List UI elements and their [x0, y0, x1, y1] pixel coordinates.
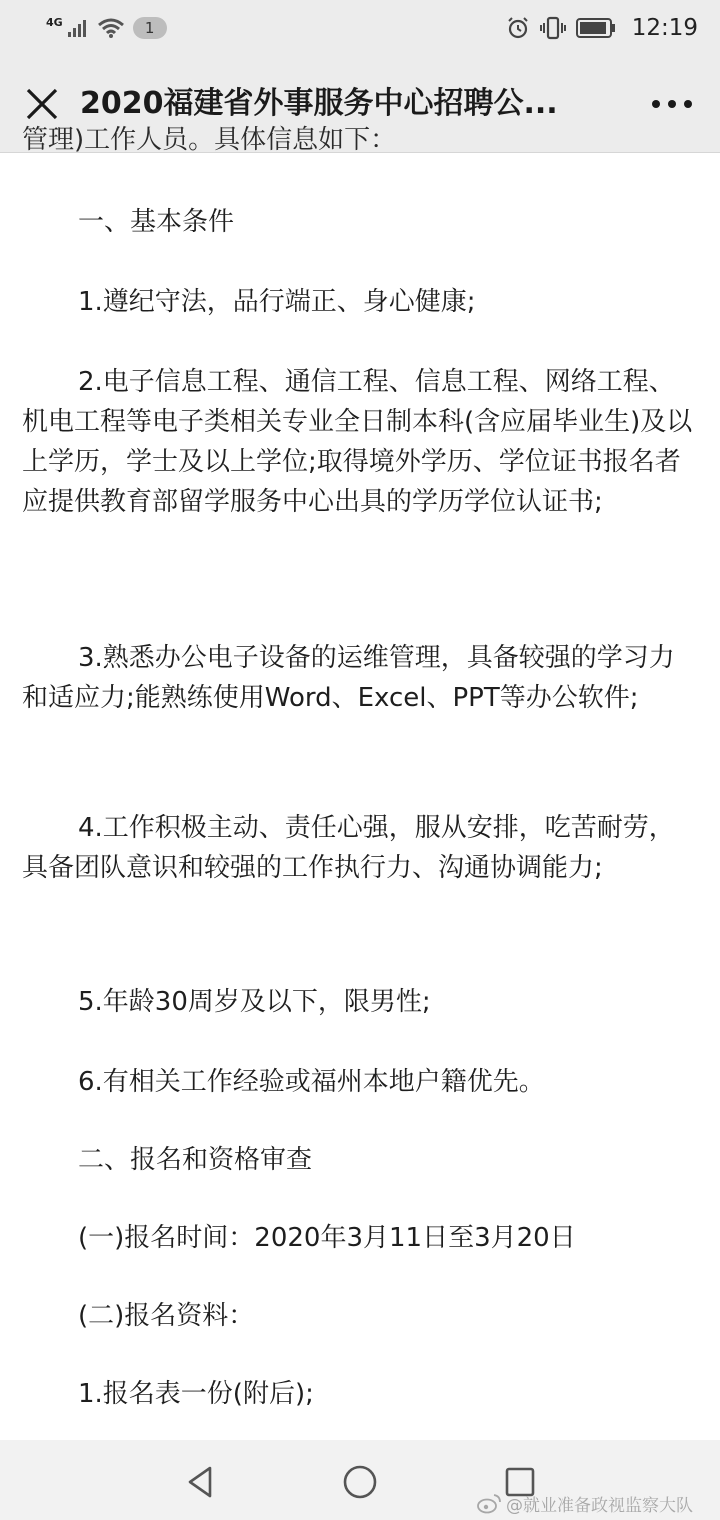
alarm-icon [506, 16, 530, 40]
section-heading-basic-requirements: 一、基本条件 [78, 207, 235, 237]
status-bar [0, 0, 720, 56]
home-circle-icon [340, 1462, 380, 1502]
network-type-label: 4G [46, 15, 63, 29]
registration-material-item-1: 1.报名表一份(附后); [78, 1379, 314, 1409]
vibrate-icon [540, 16, 566, 40]
article-content[interactable] [22, 125, 698, 1440]
watermark-text: @就业准备政视监察大队 [506, 1495, 693, 1516]
requirement-item-1: 1.遵纪守法，品行端正、身心健康; [78, 287, 476, 317]
article-partial-line: 管理)工作人员。具体信息如下： [22, 125, 397, 155]
back-triangle-icon [180, 1462, 220, 1502]
weibo-watermark [476, 1488, 693, 1518]
battery-icon [576, 17, 616, 39]
nav-home-button[interactable] [340, 1462, 380, 1502]
requirement-item-6: 6.有相关工作经验或福州本地户籍优先。 [78, 1067, 545, 1097]
wifi-icon [97, 17, 125, 39]
more-dots-icon [650, 90, 694, 118]
cellular-signal-icon [67, 18, 89, 38]
nav-back-button[interactable] [180, 1462, 220, 1502]
more-options-button[interactable] [650, 90, 694, 118]
weibo-logo-icon [476, 1492, 502, 1514]
status-left [46, 14, 167, 42]
page-title: 2020福建省外事服务中心招聘公... [80, 86, 558, 121]
requirement-item-2: 2.电子信息工程、通信工程、信息工程、网络工程、机电工程等电子类相关专业全日制本科(含应届毕业生)及以上学历，学士及以上学位;取得境外学历、学位证书报名者应提供教育部留学服务中心出具的学历学位认证书; [22, 367, 693, 517]
notification-count-badge: 1 [133, 17, 167, 39]
section-heading-registration: 二、报名和资格审查 [78, 1145, 313, 1175]
requirement-item-5: 5.年龄30周岁及以下，限男性; [78, 987, 431, 1017]
registration-time: (一)报名时间：2020年3月11日至3月20日 [78, 1223, 576, 1253]
requirement-item-3: 3.熟悉办公电子设备的运维管理，具备较强的学习力和适应力;能熟练使用Word、Excel、PPT等办公软件; [22, 643, 675, 713]
clock-time: 12:19 [631, 15, 698, 41]
registration-materials-heading: (二)报名资料： [78, 1301, 255, 1331]
requirement-item-4: 4.工作积极主动、责任心强，服从安排，吃苦耐劳，具备团队意识和较强的工作执行力、沟通协调能力; [22, 813, 675, 883]
status-right [506, 12, 698, 44]
